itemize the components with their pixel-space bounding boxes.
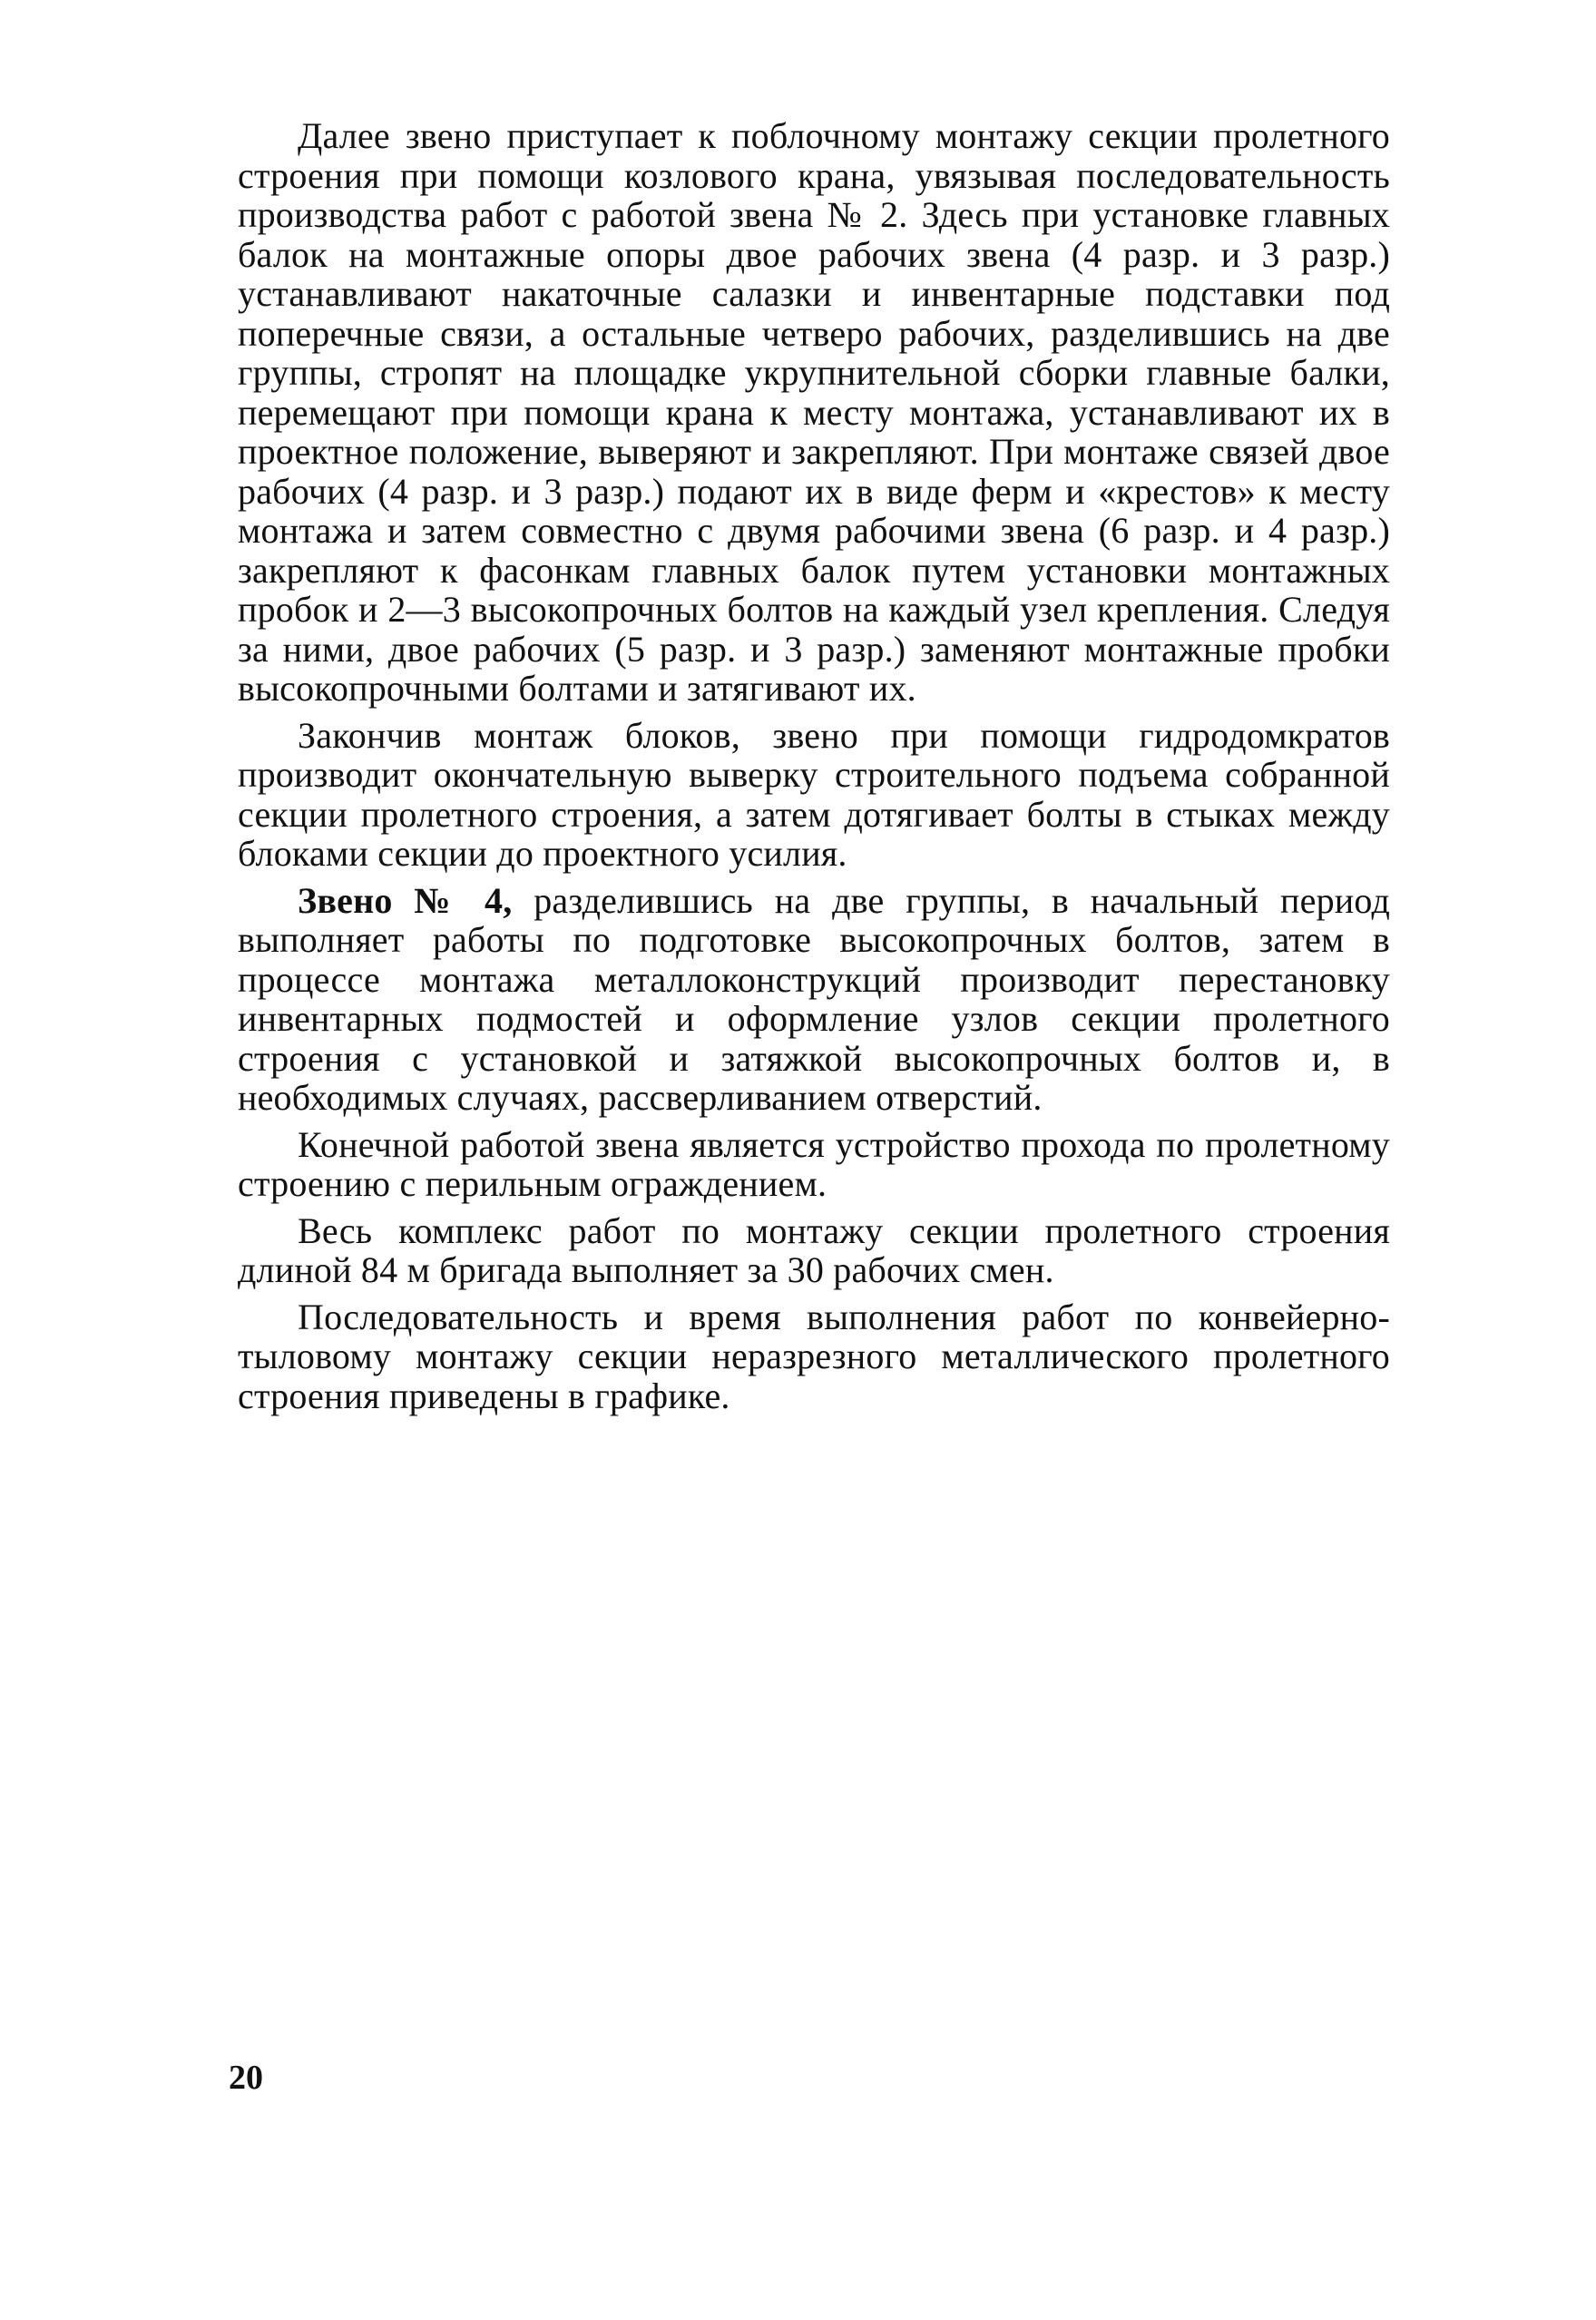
paragraph-5-text: Весь комплекс работ по монтажу секции пролетного строения длиной 84 м бригада выполняет за 30 рабочих смен. (238, 1209, 1390, 1290)
paragraph-2-text: Закончив монтаж блоков, звено при помощи гидродомкратов производит окончательную выверку строительного подъема собранной секции пролетного строения, а затем дотягивает болты в стыках между блоками секции до проектного усилия. (238, 714, 1390, 874)
paragraph-4 (238, 1125, 1390, 1204)
paragraph-3-text: разделившись на две группы, в начальный период выполняет работы по подготовке высокопрочных болтов, затем в процессе монтажа металлоконструкций производит перестановку инвентарных подмостей и оформление узлов секции пролетного строения с установкой и затяжкой высокопрочных болтов и, в необходимых случаях, рассверливанием отверстий. (238, 879, 1390, 1118)
paragraph-6 (238, 1297, 1390, 1416)
paragraph-5 (238, 1211, 1390, 1290)
paragraph-2 (238, 716, 1390, 874)
paragraph-6-text: Последовательность и время выполнения работ по конвейерно-тыловому монтажу секции неразрезного металлического пролетного строения приведены в графике. (238, 1296, 1390, 1416)
paragraph-1-text: Далее звено приступает к поблочному монтажу секции пролетного строения при помощи козлового крана, увязывая последовательность производства работ с работой звена № 2. Здесь при установке главных балок на монтажные опоры двое рабочих звена (4 разр. и 3 разр.) устанавливают накаточные салазки и инвентарные подставки под поперечные связи, а остальные четверо рабочих, разделившись на две группы, стропят на площадке укрупнительной сборки главные балки, перемещают при помощи крана к месту монтажа, устанавливают их в проектное положение, выверяют и закрепляют. При монтаже связей двое рабочих (4 разр. и 3 разр.) подают их в виде ферм и «крестов» к месту монтажа и затем совместно с двумя рабочими звена (6 разр. и 4 разр.) закрепляют к фасонкам главных балок путем установки монтажных пробок и 2—3 высокопрочных болтов на каждый узел крепления. Следуя за ними, двое рабочих (5 разр. и 3 разр.) заменяют монтажные пробки высокопрочными болтами и затягивают их. (238, 115, 1390, 709)
paragraph-3-lead: Звено № 4, (298, 879, 513, 921)
paragraph-4-text: Конечной работой звена является устройство прохода по пролетному строению с перильным ограждением. (238, 1123, 1390, 1204)
paragraph-1 (238, 116, 1390, 709)
page-number: 20 (229, 2059, 263, 2097)
paragraph-3 (238, 881, 1390, 1118)
body-text (238, 116, 1390, 1415)
